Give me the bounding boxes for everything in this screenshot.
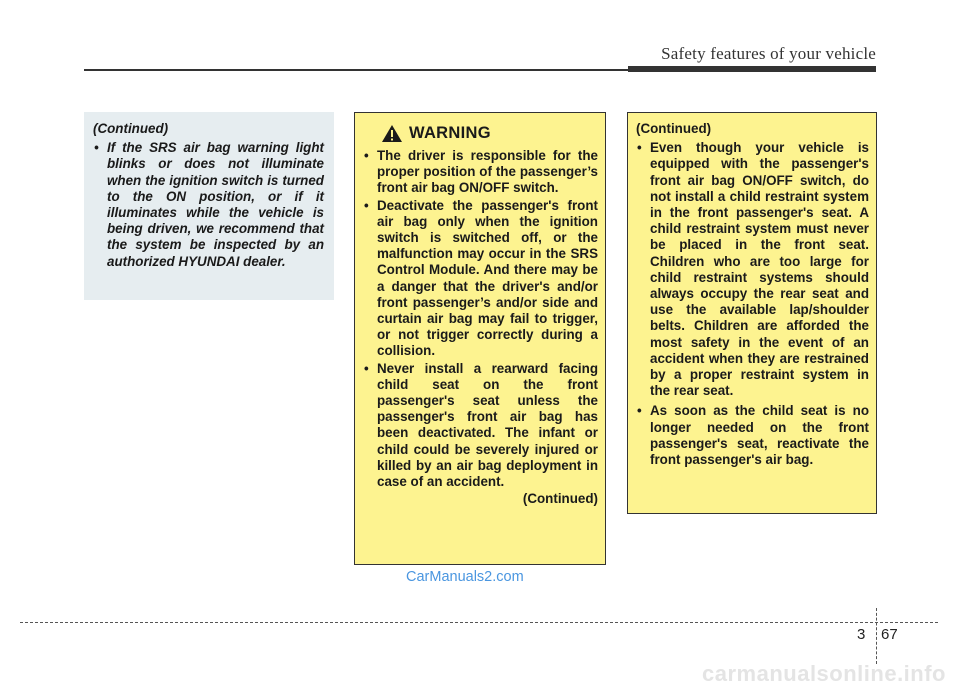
warning-heading xyxy=(381,124,598,143)
bullet-icon: • xyxy=(364,148,369,163)
list-item xyxy=(93,140,324,270)
list-item-text: Never install a rearward facing child seat on the front passenger's seat unless the passenger's front air bag has been deactivated. The infant or child could be severely injured or killed by an air bag deployment in case of an accident. xyxy=(377,360,598,490)
list-item-text: If the SRS air bag warning light blinks or does not illuminate when the ignition switch is turned to the ON position, or if it illuminates while the vehicle is being driven, we recommend that the system be inspected by an authorized HYUNDAI dealer. xyxy=(107,140,324,269)
list-item xyxy=(363,198,598,360)
bullet-icon: • xyxy=(364,360,369,376)
page-number: 67 xyxy=(881,626,898,643)
warning-triangle-icon xyxy=(381,124,403,143)
continued-warning-box xyxy=(627,112,877,514)
note-box xyxy=(84,112,334,300)
list-item-text: The driver is responsible for the proper position of the passenger’s front air bag ON/OFF switch. xyxy=(377,148,598,196)
list-item-text: As soon as the child seat is no longer needed on the front passenger's seat, reactivate the front passenger's air bag. xyxy=(650,403,869,468)
warning-heading-text: WARNING xyxy=(409,124,491,143)
page-header-title: Safety features of your vehicle xyxy=(661,44,876,63)
list-item xyxy=(636,140,869,399)
bullet-icon: • xyxy=(94,140,99,156)
warning-list xyxy=(363,148,598,490)
continued-label: (Continued) xyxy=(636,121,712,136)
watermark-link[interactable]: CarManuals2.com xyxy=(406,569,524,585)
list-item xyxy=(363,148,598,197)
bullet-icon: • xyxy=(637,140,642,156)
footer-rule xyxy=(20,622,938,623)
list-item xyxy=(363,361,598,491)
continued-label: (Continued) xyxy=(93,121,169,136)
list-item-text: Even though your vehicle is equipped with the passenger's front air bag ON/OFF switch, do not install a child restraint system in the front passenger's seat. A child restraint system must never be placed in the front seat. Children who are too large for child restraint systems should always occupy the rear seat and use the available lap/shoulder belts. Children are afforded the most safety in the event of an accident when they are restrained by a proper restraint system in the rear seat. xyxy=(650,140,869,399)
header-rule-accent xyxy=(628,66,876,72)
site-watermark: carmanualsonline.info xyxy=(702,661,946,686)
list-item-text: Deactivate the passenger's front air bag only when the ignition switch is switched off, or the malfunction may occur in the SRS Control Module. And there may be a danger that the driver's and/or front passenger’s and/or side and curtain air bag may fail to trigger, or not trigger correctly during a collision. xyxy=(377,197,598,359)
bullet-icon: • xyxy=(637,403,642,419)
list-item xyxy=(636,403,869,468)
note-list xyxy=(93,140,324,270)
warning-list xyxy=(636,140,869,468)
page-number-divider xyxy=(876,608,877,664)
chapter-number: 3 xyxy=(857,626,866,643)
bullet-icon: • xyxy=(364,197,369,213)
warning-box xyxy=(354,112,606,565)
continued-label: (Continued) xyxy=(522,491,598,507)
